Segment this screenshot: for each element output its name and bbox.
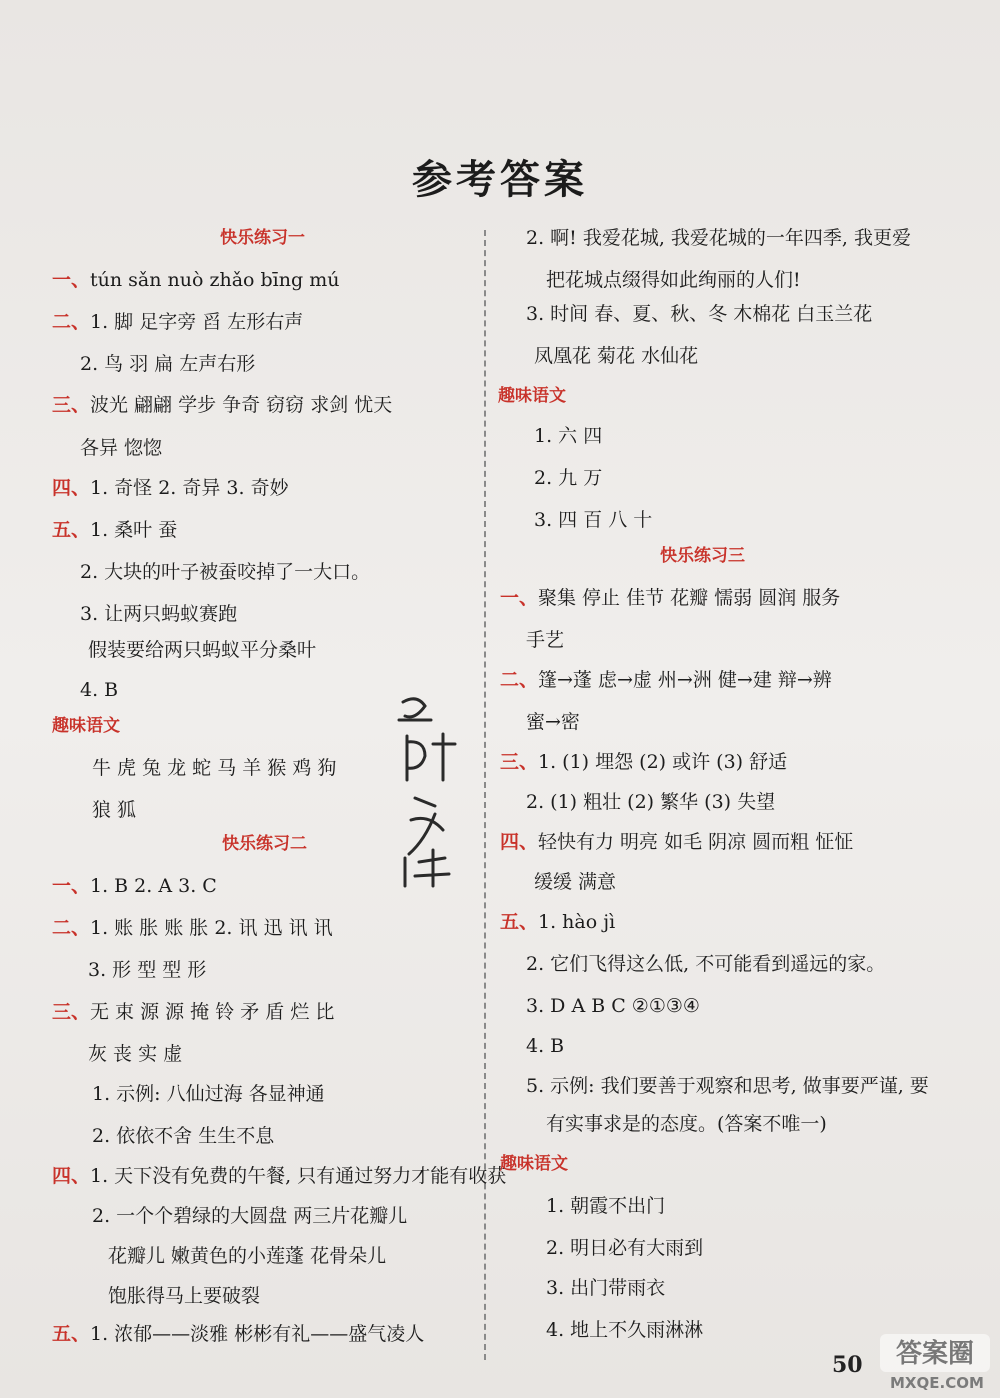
answer-text: 4. 地上不久雨淋淋: [546, 1319, 704, 1341]
answer-text: 波光 翩翩 学步 争奇 窃窃 求剑 忧天: [90, 394, 393, 416]
svg-text:答案圈: 答案圈: [895, 1339, 975, 1369]
question-number: 三、: [500, 751, 539, 773]
answer-text: 3. 出门带雨衣: [546, 1277, 666, 1299]
answer-text: 1. 浓郁——淡雅 彬彬有礼——盛气凌人: [90, 1323, 425, 1345]
answer-line: [546, 1112, 827, 1136]
answer-text: 牛 虎 兔 龙 蛇 马 羊 猴 鸡 狗: [92, 757, 337, 779]
answer-line: [500, 830, 853, 854]
answer-text: 2. 九 万: [534, 467, 603, 489]
answer-text: 狼 狐: [92, 799, 137, 821]
answer-text: 1. 天下没有免费的午餐, 只有通过努力才能有收获: [90, 1165, 507, 1187]
answer-text: 聚集 停止 佳节 花瓣 懦弱 圆润 服务: [538, 587, 841, 609]
answer-line: [80, 436, 162, 460]
answer-line: [500, 668, 832, 692]
answer-text: 1. 朝霞不出门: [546, 1195, 666, 1217]
answer-line: [52, 518, 177, 542]
answer-line: [526, 790, 775, 814]
answer-text: 2. 啊! 我爱花城, 我爱花城的一年四季, 我更爱: [526, 227, 912, 249]
answer-line: [92, 798, 136, 822]
answer-text: 5. 示例: 我们要善于观察和思考, 做事要严谨, 要: [526, 1075, 929, 1097]
answer-line: [108, 1284, 260, 1308]
answer-text: 2. 它们飞得这么低, 不可能看到遥远的家。: [526, 953, 886, 975]
answer-text: 4. B: [80, 679, 119, 701]
answer-line: [526, 226, 911, 250]
column-divider: [484, 230, 486, 1360]
question-number: 五、: [52, 1323, 91, 1345]
answer-line: [526, 302, 872, 326]
answer-text: 1. B 2. A 3. C: [90, 875, 217, 897]
answer-text: 2. 一个个碧绿的大圆盘 两三片花瓣儿: [92, 1205, 408, 1227]
answer-text: 篷→蓬 虑→虚 州→洲 健→建 辩→辨: [538, 669, 832, 691]
answer-text: 4. B: [526, 1035, 565, 1057]
answer-line: [80, 602, 237, 626]
answer-line: [92, 1204, 407, 1228]
answer-line: [92, 1082, 325, 1106]
answer-text: 缓缓 满意: [534, 871, 617, 893]
answer-line: [108, 1244, 386, 1268]
question-number: 四、: [52, 1165, 91, 1187]
answer-line: [546, 1236, 703, 1260]
question-number: 一、: [500, 587, 539, 609]
answer-line: [88, 1042, 182, 1066]
answer-text: 有实事求是的态度。(答案不唯一): [546, 1113, 827, 1135]
answer-line: [526, 994, 700, 1018]
answer-line: [52, 874, 217, 898]
question-number: 五、: [500, 911, 539, 933]
answer-text: 3. 时间 春、夏、秋、冬 木棉花 白玉兰花: [526, 303, 873, 325]
answer-text: 1. 桑叶 蚕: [90, 519, 178, 541]
answer-text: 轻快有力 明亮 如毛 阴凉 圆而粗 怔怔: [538, 831, 854, 853]
section-heading: 快乐练习三: [660, 546, 745, 566]
section-heading: 快乐练习一: [220, 228, 305, 248]
answer-line: [526, 1034, 564, 1058]
answer-line: [500, 586, 840, 610]
handwritten-signature: [385, 690, 465, 890]
answer-text: 1. 奇怪 2. 奇异 3. 奇妙: [90, 477, 289, 499]
answer-line: [534, 344, 698, 368]
answer-text: 3. D A B C ②①③④: [526, 995, 700, 1017]
answer-line: [526, 628, 564, 652]
answer-text: 2. 依依不舍 生生不息: [92, 1125, 275, 1147]
answer-line: [52, 1000, 334, 1024]
answer-text: 2. (1) 粗壮 (2) 繁华 (3) 失望: [526, 791, 776, 813]
answer-text: 假装要给两只蚂蚁平分桑叶: [88, 639, 317, 661]
answer-text: 无 束 源 源 掩 铃 矛 盾 烂 比: [90, 1001, 335, 1023]
answer-line: [88, 638, 316, 662]
answer-line: [546, 1318, 703, 1342]
question-number: 三、: [52, 394, 91, 416]
answer-line: [534, 508, 652, 532]
answer-text: 3. 形 型 型 形: [88, 959, 207, 981]
question-number: 二、: [500, 669, 539, 691]
question-number: 二、: [52, 311, 91, 333]
answer-text: 饱胀得马上要破裂: [108, 1285, 261, 1307]
answer-line: [88, 958, 206, 982]
answer-line: [52, 916, 333, 940]
question-number: 一、: [52, 269, 91, 291]
answer-line: [526, 1074, 929, 1098]
answer-line: [52, 1164, 506, 1188]
section-heading: 趣味语文: [52, 716, 120, 736]
answer-text: 3. 四 百 八 十: [534, 509, 653, 531]
answer-text: 1. 账 胀 账 胀 2. 讯 迅 讯 讯: [90, 917, 333, 939]
answer-line: [52, 1322, 424, 1346]
answer-text: 1. 脚 足字旁 舀 左形右声: [90, 311, 304, 333]
answer-text: 凤凰花 菊花 水仙花: [534, 345, 699, 367]
answer-text: 各异 惚惚: [80, 437, 163, 459]
answer-line: [52, 268, 339, 292]
answer-line: [52, 476, 289, 500]
answer-text: 1. (1) 埋怨 (2) 或许 (3) 舒适: [538, 751, 788, 773]
answer-text: 花瓣儿 嫩黄色的小莲蓬 花骨朵儿: [108, 1245, 387, 1267]
answer-text: 1. 六 四: [534, 425, 603, 447]
page-number: 50: [832, 1352, 863, 1378]
answer-text: tún sǎn nuò zhǎo bīng mú: [90, 269, 340, 291]
answer-line: [526, 710, 580, 734]
answer-line: [80, 678, 118, 702]
answer-text: 把花城点缀得如此绚丽的人们!: [546, 269, 801, 291]
watermark-text: MXQE.COM: [890, 1374, 984, 1392]
section-heading: 快乐练习二: [222, 834, 307, 854]
answer-line: [80, 352, 255, 376]
answer-line: [534, 870, 616, 894]
answer-line: [526, 952, 885, 976]
answer-text: 2. 大块的叶子被蚕咬掉了一大口。: [80, 561, 371, 583]
question-number: 二、: [52, 917, 91, 939]
question-number: 五、: [52, 519, 91, 541]
answer-line: [52, 310, 303, 334]
answer-line: [52, 393, 392, 417]
answer-line: [500, 910, 615, 934]
question-number: 三、: [52, 1001, 91, 1023]
answer-line: [80, 560, 370, 584]
answer-text: 2. 明日必有大雨到: [546, 1237, 704, 1259]
answer-text: 蜜→密: [526, 711, 580, 733]
answer-line: [92, 1124, 274, 1148]
answer-line: [546, 268, 801, 292]
answer-text: 3. 让两只蚂蚁赛跑: [80, 603, 238, 625]
question-number: 一、: [52, 875, 91, 897]
page-title: 参考答案: [412, 156, 588, 203]
section-heading: 趣味语文: [498, 386, 566, 406]
question-number: 四、: [52, 477, 91, 499]
answer-text: 1. hào jì: [538, 911, 616, 933]
answer-line: [500, 750, 787, 774]
question-number: 四、: [500, 831, 539, 853]
answer-line: [534, 466, 602, 490]
answer-line: [546, 1194, 665, 1218]
answer-text: 灰 丧 实 虚: [88, 1043, 183, 1065]
answer-text: 1. 示例: 八仙过海 各显神通: [92, 1083, 325, 1105]
section-heading: 趣味语文: [500, 1154, 568, 1174]
answer-line: [92, 756, 336, 780]
answer-text: 2. 鸟 羽 扁 左声右形: [80, 353, 256, 375]
answer-line: [534, 424, 602, 448]
answer-line: [546, 1276, 665, 1300]
answer-text: 手艺: [526, 629, 565, 651]
